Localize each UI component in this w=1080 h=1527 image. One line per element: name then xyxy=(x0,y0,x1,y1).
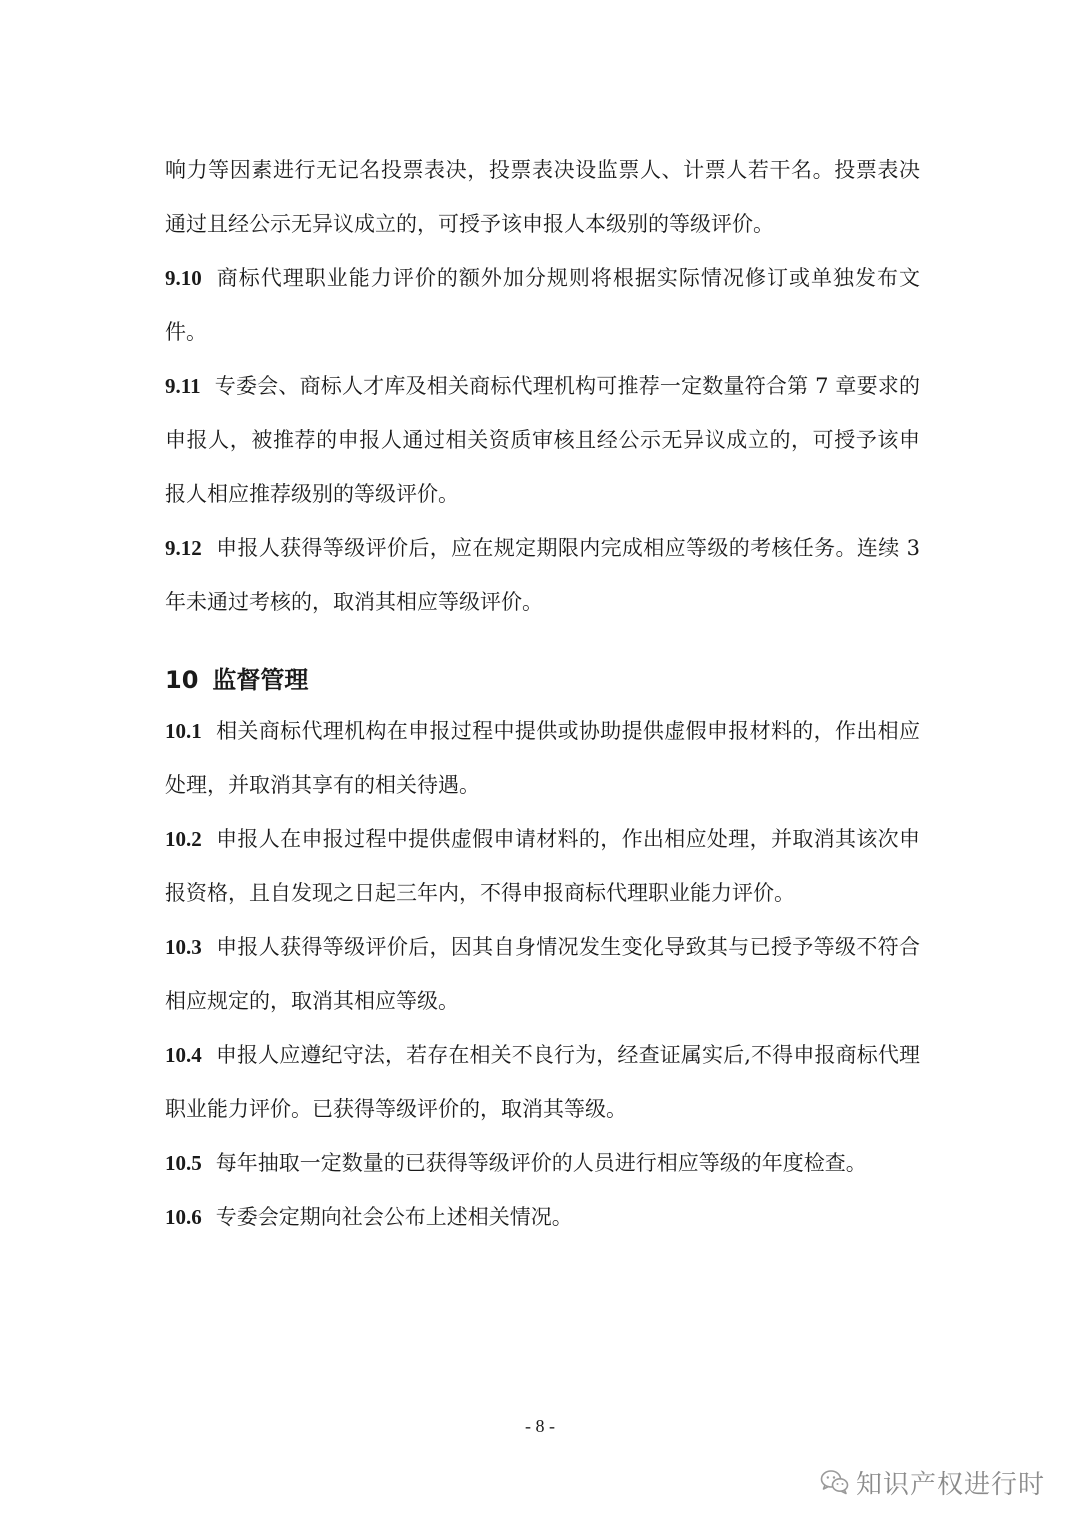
clause-text: 申报人应遵纪守法，若存在相关不良行为，经查证属实后,不得申报商标代理职业能力评价。已获得等级评价的，取消其等级。 xyxy=(165,1043,920,1121)
clause-text: 每年抽取一定数量的已获得等级评价的人员进行相应等级的年度检查。 xyxy=(215,1151,867,1175)
clause-number: 10.6 xyxy=(165,1205,202,1229)
section-title: 监督管理 xyxy=(212,666,309,694)
clause-number: 9.11 xyxy=(165,374,201,398)
clause-text: 专委会定期向社会公布上述相关情况。 xyxy=(215,1205,573,1229)
watermark xyxy=(820,1462,1045,1502)
section-heading xyxy=(165,660,920,700)
watermark-text: 知识产权进行时 xyxy=(856,1469,1046,1500)
clause-text: 专委会、商标人才库及相关商标代理机构可推荐一定数量符合第 7 章要求的申报人，被推荐的申报人通过相关资质审核且经公示无异议成立的，可授予该申报人相应推荐级别的等级评价。 xyxy=(165,374,920,506)
clause-text: 相关商标代理机构在申报过程中提供或协助提供虚假申报材料的，作出相应处理，并取消其享有的相关待遇。 xyxy=(165,719,920,797)
clause-text: 申报人获得等级评价后，应在规定期限内完成相应等级的考核任务。连续 3 年未通过考核的，取消其相应等级评价。 xyxy=(165,536,920,614)
clause-number: 10.2 xyxy=(165,827,202,851)
section-number: 10 xyxy=(165,666,199,694)
clause-number: 10.1 xyxy=(165,719,202,743)
clause-10-3 xyxy=(165,920,920,1028)
clause-9-11 xyxy=(165,359,920,521)
clause-9-12 xyxy=(165,521,920,629)
wechat-icon xyxy=(820,1469,850,1495)
clause-number: 9.12 xyxy=(165,536,202,560)
clause-number: 10.4 xyxy=(165,1043,202,1067)
clause-number: 10.5 xyxy=(165,1151,202,1175)
clause-number: 10.3 xyxy=(165,935,202,959)
clause-10-6 xyxy=(165,1190,920,1244)
clause-9-10 xyxy=(165,251,920,359)
clause-10-4 xyxy=(165,1028,920,1136)
clause-10-1 xyxy=(165,704,920,812)
clause-10-2 xyxy=(165,812,920,920)
clause-text: 申报人在申报过程中提供虚假申请材料的，作出相应处理，并取消其该次申报资格，且自发现之日起三年内，不得申报商标代理职业能力评价。 xyxy=(165,827,920,905)
clause-text: 申报人获得等级评价后，因其自身情况发生变化导致其与已授予等级不符合相应规定的，取消其相应等级。 xyxy=(165,935,920,1013)
paragraph-continued: 响力等因素进行无记名投票表决，投票表决设监票人、计票人若干名。投票表决通过且经公示无异议成立的，可授予该申报人本级别的等级评价。 xyxy=(165,158,920,236)
clause-10-5 xyxy=(165,1136,920,1190)
page-number: - 8 - xyxy=(525,1416,555,1436)
clause-text: 商标代理职业能力评价的额外加分规则将根据实际情况修订或单独发布文件。 xyxy=(165,266,920,344)
clause-number: 9.10 xyxy=(165,266,202,290)
document-body xyxy=(165,143,920,1244)
